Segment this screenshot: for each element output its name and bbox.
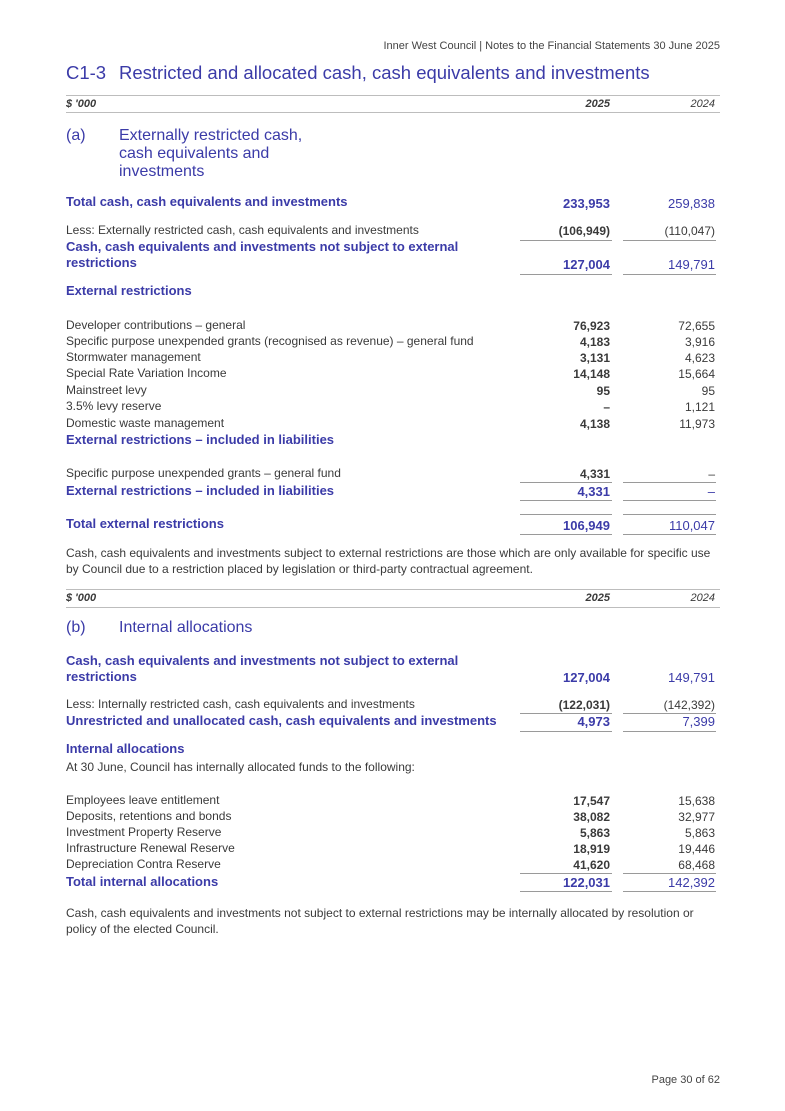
int-row-2025: 17,547 bbox=[573, 794, 610, 808]
ext-row-2024: 3,916 bbox=[684, 335, 715, 349]
total-cash-2024: 259,838 bbox=[668, 196, 715, 211]
underline bbox=[520, 873, 612, 874]
underline bbox=[623, 731, 716, 732]
int-row-2024: 68,468 bbox=[678, 858, 715, 872]
total-internal-2025: 122,031 bbox=[563, 875, 610, 890]
colhead-bottom-rule bbox=[66, 607, 720, 608]
colhead-top-rule bbox=[66, 589, 720, 590]
ext-row-label: 3.5% levy reserve bbox=[66, 399, 162, 413]
underline bbox=[623, 482, 716, 483]
liab-row-label: Specific purpose unexpended grants – general fund bbox=[66, 466, 341, 480]
int-row-2024: 32,977 bbox=[678, 810, 715, 824]
unit-label: $ '000 bbox=[66, 98, 97, 110]
less-internal-label: Less: Internally restricted cash, cash equivalents and investments bbox=[66, 697, 415, 711]
col-2025: 2025 bbox=[585, 592, 610, 604]
ext-row-2025: – bbox=[603, 400, 610, 414]
underline bbox=[520, 274, 612, 275]
int-row-2025: 38,082 bbox=[573, 810, 610, 824]
int-row-2024: 19,446 bbox=[678, 842, 715, 856]
int-row-2025: 18,919 bbox=[573, 842, 610, 856]
total-internal-label: Total internal allocations bbox=[66, 874, 219, 889]
ext-row-2025: 14,148 bbox=[573, 367, 610, 381]
liab-total-2024: – bbox=[707, 484, 715, 499]
underline bbox=[623, 514, 716, 515]
note-internal: Cash, cash equivalents and investments not subject to external restrictions may be internally allocated by resolution or policy of the elected Council. bbox=[66, 906, 694, 936]
unrestricted-2025: 4,973 bbox=[577, 714, 610, 729]
page-number: Page 30 of 62 bbox=[651, 1074, 720, 1086]
external-restrictions-heading: External restrictions bbox=[66, 283, 192, 298]
internal-allocations-intro: At 30 June, Council has internally allocated funds to the following: bbox=[66, 760, 415, 774]
subsection-a-title: Externally restricted cash, cash equivalents and investments bbox=[119, 127, 303, 180]
ext-row-2025: 95 bbox=[596, 384, 610, 398]
subsection-b-title: Internal allocations bbox=[119, 619, 253, 636]
int-row-2024: 5,863 bbox=[684, 826, 715, 840]
int-row-label: Deposits, retentions and bonds bbox=[66, 809, 232, 823]
int-row-2025: 41,620 bbox=[573, 858, 610, 872]
int-row-2024: 15,638 bbox=[678, 794, 715, 808]
note-external: Cash, cash equivalents and investments subject to external restrictions are those which are only available for specific use by Council due to a restriction placed by legislation or third-party contractual agreement. bbox=[66, 546, 711, 576]
section-number: C1-3 bbox=[66, 62, 107, 83]
subsection-b-heading bbox=[66, 619, 252, 637]
total-external-2025: 106,949 bbox=[563, 518, 610, 533]
subsection-a-letter: (a) bbox=[66, 127, 86, 144]
underline bbox=[520, 240, 612, 241]
ext-row-label: Mainstreet levy bbox=[66, 383, 147, 397]
ext-row-2025: 76,923 bbox=[573, 319, 610, 333]
subsection-a-heading bbox=[66, 127, 319, 181]
int-row-2025: 5,863 bbox=[579, 826, 610, 840]
less-external-2024: (110,047) bbox=[664, 224, 715, 238]
ext-row-2024: 11,973 bbox=[679, 417, 715, 431]
liab-row-2025: 4,331 bbox=[579, 467, 610, 481]
liab-total-2025: 4,331 bbox=[577, 484, 610, 499]
total-external-label: Total external restrictions bbox=[66, 516, 224, 531]
section-title bbox=[66, 62, 650, 84]
b-not-subject-2024: 149,791 bbox=[668, 670, 715, 685]
ext-row-2025: 3,131 bbox=[579, 351, 610, 365]
underline bbox=[520, 514, 612, 515]
ext-row-2024: 15,664 bbox=[678, 367, 715, 381]
underline bbox=[623, 891, 716, 892]
internal-allocations-heading: Internal allocations bbox=[66, 741, 185, 756]
underline bbox=[520, 731, 612, 732]
ext-row-2024: 95 bbox=[701, 384, 715, 398]
underline bbox=[520, 482, 612, 483]
col-2024: 2024 bbox=[690, 592, 715, 604]
less-external-label: Less: Externally restricted cash, cash equivalents and investments bbox=[66, 223, 419, 237]
section-heading: Restricted and allocated cash, cash equivalents and investments bbox=[119, 62, 650, 83]
int-row-label: Employees leave entitlement bbox=[66, 793, 220, 807]
total-external-2024: 110,047 bbox=[668, 518, 715, 533]
ext-row-2025: 4,183 bbox=[579, 335, 610, 349]
ext-row-label: Domestic waste management bbox=[66, 416, 225, 430]
less-external-2025: (106,949) bbox=[558, 224, 610, 238]
col-2024: 2024 bbox=[690, 98, 715, 110]
ext-row-2025: 4,138 bbox=[579, 417, 610, 431]
underline bbox=[520, 500, 612, 501]
underline bbox=[623, 274, 716, 275]
int-row-label: Depreciation Contra Reserve bbox=[66, 857, 221, 871]
ext-row-2024: 4,623 bbox=[684, 351, 715, 365]
not-subject-2025: 127,004 bbox=[563, 257, 610, 272]
less-internal-2025: (122,031) bbox=[558, 698, 610, 712]
col-2025: 2025 bbox=[585, 98, 610, 110]
ext-row-label: Special Rate Variation Income bbox=[66, 366, 227, 380]
underline bbox=[623, 500, 716, 501]
underline bbox=[623, 534, 716, 535]
b-not-subject-label: Cash, cash equivalents and investments not subject to external restrictions bbox=[66, 653, 459, 684]
unrestricted-2024: 7,399 bbox=[682, 714, 715, 729]
underline bbox=[623, 873, 716, 874]
int-row-label: Infrastructure Renewal Reserve bbox=[66, 841, 235, 855]
running-header: Inner West Council | Notes to the Financial Statements 30 June 2025 bbox=[383, 40, 720, 52]
liab-total-label: External restrictions – included in liabilities bbox=[66, 483, 335, 498]
ext-row-2024: 1,121 bbox=[684, 400, 715, 414]
subsection-b-letter: (b) bbox=[66, 619, 86, 636]
underline bbox=[623, 240, 716, 241]
unit-label: $ '000 bbox=[66, 592, 97, 604]
ext-row-label: Developer contributions – general bbox=[66, 318, 246, 332]
total-cash-label: Total cash, cash equivalents and investments bbox=[66, 194, 348, 209]
total-cash-2025: 233,953 bbox=[563, 196, 610, 211]
liabilities-heading: External restrictions – included in liabilities bbox=[66, 432, 335, 447]
ext-row-2024: 72,655 bbox=[678, 319, 715, 333]
underline bbox=[520, 891, 612, 892]
unrestricted-label: Unrestricted and unallocated cash, cash equivalents and investments bbox=[66, 713, 497, 728]
colhead-bottom-rule bbox=[66, 112, 720, 113]
ext-row-label: Specific purpose unexpended grants (recognised as revenue) – general fund bbox=[66, 334, 474, 348]
not-subject-2024: 149,791 bbox=[668, 257, 715, 272]
ext-row-label: Stormwater management bbox=[66, 350, 201, 364]
not-subject-label: Cash, cash equivalents and investments not subject to external restrictions bbox=[66, 239, 459, 270]
total-internal-2024: 142,392 bbox=[668, 875, 715, 890]
underline bbox=[520, 534, 612, 535]
int-row-label: Investment Property Reserve bbox=[66, 825, 222, 839]
colhead-top-rule bbox=[66, 95, 720, 96]
liab-row-2024: – bbox=[708, 467, 715, 481]
b-not-subject-2025: 127,004 bbox=[563, 670, 610, 685]
less-internal-2024: (142,392) bbox=[663, 698, 715, 712]
